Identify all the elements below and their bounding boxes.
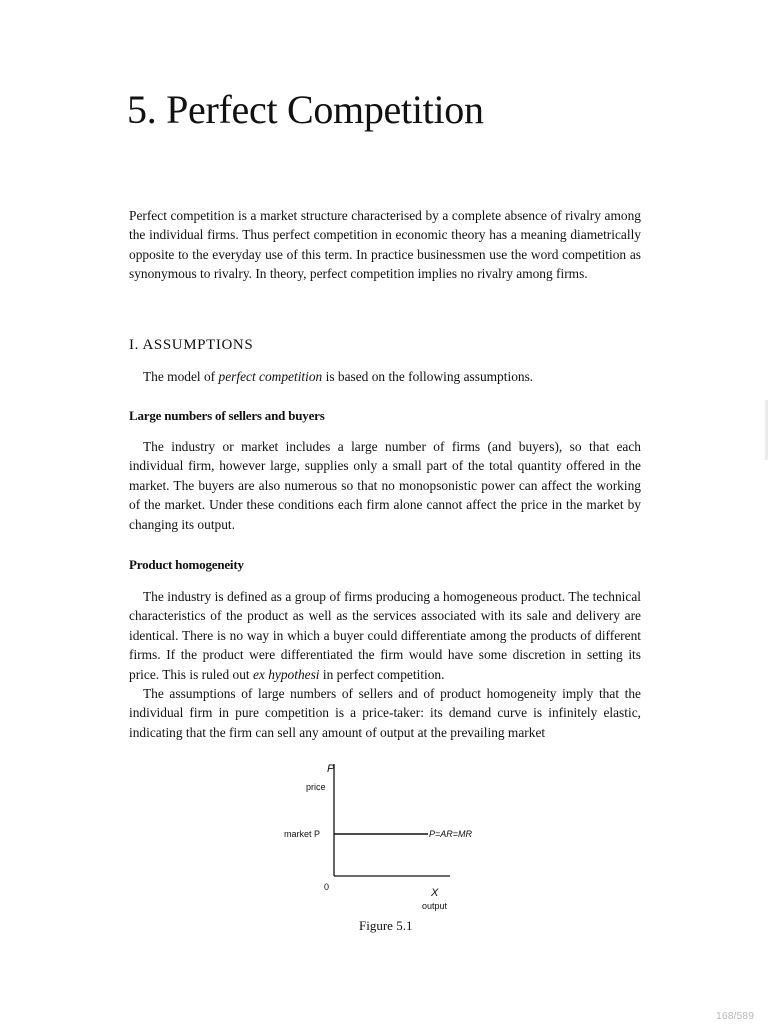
origin-label: 0 — [324, 882, 330, 892]
product-text-2: The assumptions of large numbers of sellers and of product homogeneity imply that the individual firm in pure competition is a price-taker: its demand curve is infinitely elastic, indicating that the firm can sell any amount of output at the prevailing market — [129, 686, 641, 740]
subheading-sellers: Large numbers of sellers and buyers — [129, 408, 325, 423]
assumptions-intro — [129, 367, 641, 386]
assumptions-intro-after: is based on the following assumptions. — [322, 369, 534, 384]
assumptions-intro-text — [129, 367, 641, 386]
section-heading: I. ASSUMPTIONS — [129, 337, 254, 353]
assumptions-intro-before: The model of — [143, 369, 219, 384]
product-text-1-before: The industry is defined as a group of firms producing a homogeneous product. The technical characteristics of the product as well as the services associated with its sale and delivery are identical. There is no way in which a buyer could differentiate among the products of different firms. If the product were differentiated the firm would have some discretion in setting its price. This is ruled out — [129, 589, 641, 682]
chapter-title: 5. Perfect Competition — [127, 87, 484, 132]
subheading-product: Product homogeneity — [129, 557, 244, 572]
sellers-text: The industry or market includes a large number of firms (and buyers), so that each individual firm, however large, supplies only a small part of the total quantity offered in the market. The buyers are also numerous so that no monopsonistic power can affect the working of the market. Under these conditions each firm alone cannot affect the price in the market by changing its output. — [129, 439, 641, 532]
intro-paragraph — [129, 206, 641, 284]
product-text-1-italic: ex hypothesi — [252, 666, 320, 682]
page-number: 168/589 — [716, 1010, 754, 1022]
line-left-label: market P — [284, 829, 321, 839]
product-paragraph — [129, 587, 641, 742]
x-axis-symbol: X — [431, 887, 439, 899]
line-right-label: P=AR=MR — [429, 829, 473, 839]
assumptions-intro-italic: perfect competition — [218, 369, 323, 384]
y-axis-label: price — [306, 782, 326, 792]
product-text-1 — [129, 587, 641, 684]
figure-diagram — [270, 758, 500, 916]
product-text-1-after: in perfect competition. — [319, 666, 445, 682]
y-axis-symbol: P — [327, 763, 335, 775]
figure-caption: Figure 5.1 — [359, 918, 413, 933]
intro-text: Perfect competition is a market structure characterised by a complete absence of rivalry among the individual firms. Thus perfect competition in economic theory has a meaning diametrically opposite to the everyday use of this term. In practice businessmen use the word competition as synonymous to rivalry. In theory, perfect competition implies no rivalry among firms. — [129, 208, 641, 282]
sellers-paragraph — [129, 437, 641, 534]
x-axis-label: output — [422, 901, 448, 911]
